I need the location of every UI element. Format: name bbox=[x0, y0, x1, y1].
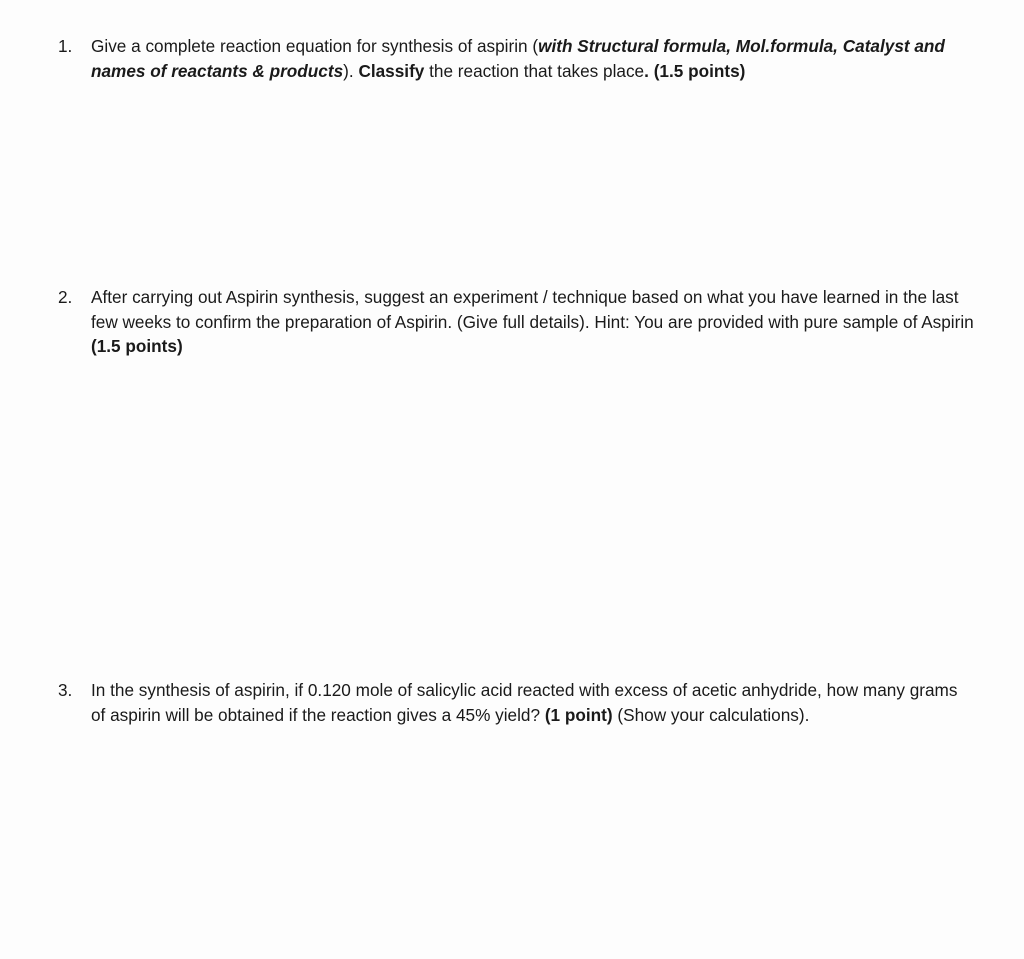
question-after-points: (Show your calculations). bbox=[612, 704, 810, 725]
question-number: 1. bbox=[58, 36, 73, 56]
question-text bbox=[91, 285, 976, 359]
question-emphasis: with Structural formula, Mol.formula, Catalyst and names of reactants & products bbox=[91, 36, 945, 81]
classify-keyword: Classify bbox=[358, 60, 425, 81]
question-text-body: After carrying out Aspirin synthesis, suggest an experiment / technique based on what you have learned in the last few weeks to confirm the preparation of Aspirin. (Give full details). Hint: You are provided with pure sample of Aspirin bbox=[91, 287, 974, 332]
points-label: (1.5 points) bbox=[91, 336, 183, 356]
question-intro: Give a complete reaction equation for synthesis of aspirin ( bbox=[91, 36, 539, 56]
question-rest: the reaction that takes place bbox=[424, 60, 645, 81]
question-after-emphasis: ). bbox=[343, 60, 359, 81]
question-text bbox=[91, 34, 976, 83]
question-text-body: In the synthesis of aspirin, if 0.120 mole of salicylic acid reacted with excess of acetic anhydride, how many grams of aspirin will be obtained if the reaction gives a 45% yield? bbox=[91, 680, 958, 725]
question-text bbox=[91, 678, 976, 727]
points-label: (1.5 points) bbox=[653, 60, 746, 81]
points-label: (1 point) bbox=[544, 704, 613, 725]
question-number: 2. bbox=[58, 287, 73, 307]
question-period: . bbox=[644, 60, 649, 81]
question-number: 3. bbox=[58, 680, 73, 700]
